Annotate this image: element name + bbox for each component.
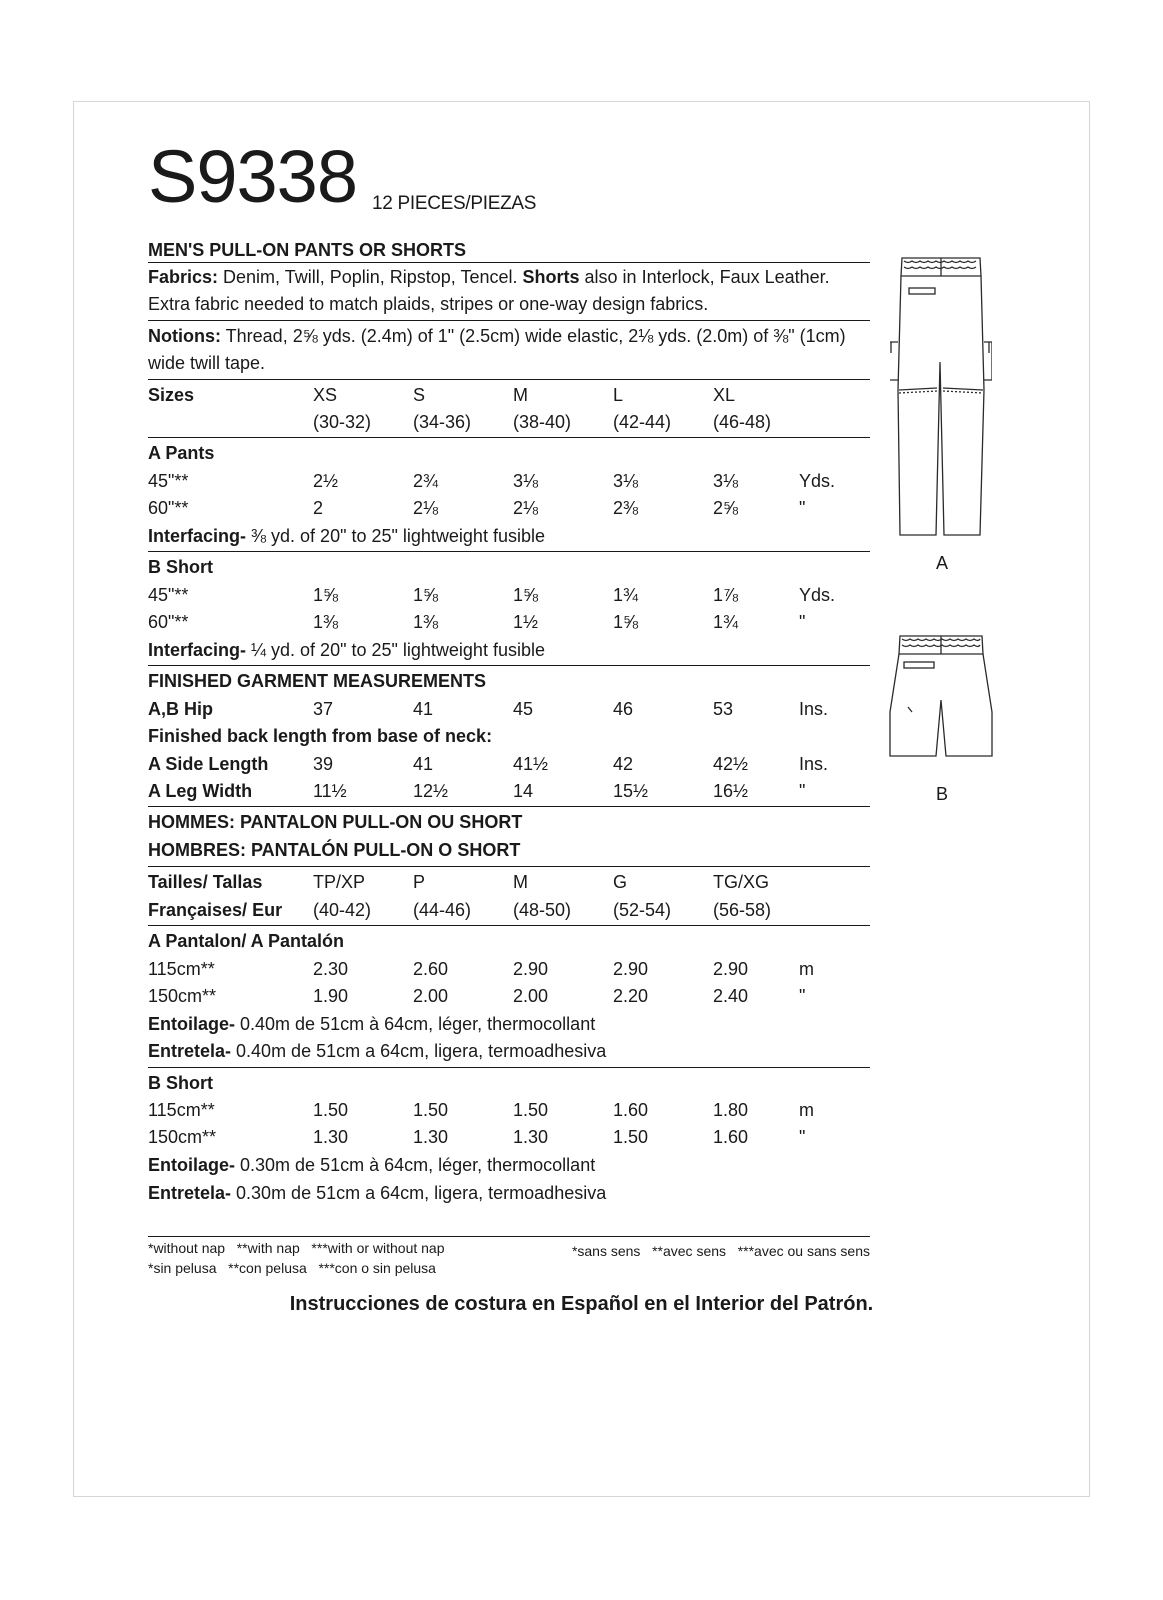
pants-interfacing: Interfacing- ⅜ yd. of 20" to 25" lightweight fusible <box>148 526 545 546</box>
footnote-english: *without nap **with nap ***with or without nap <box>148 1240 445 1256</box>
pantalon-row-150: 150cm** 1.90 2.00 2.00 2.20 2.40 " <box>148 986 806 1006</box>
short-interfacing: Interfacing- ¼ yd. of 20" to 25" lightweight fusible <box>148 640 545 660</box>
pants-row-60: 60"** 2 2⅛ 2⅛ 2⅜ 2⅝ " <box>148 498 806 518</box>
back-length-label: Finished back length from base of neck: <box>148 726 493 746</box>
shorts-illustration <box>888 632 994 760</box>
fabrics-text: Fabrics: Denim, Twill, Poplin, Ripstop, Tencel. Shorts also in Interlock, Faux Leather. Extra fabric needed to match plaids, stripes or one-way design fabrics. <box>148 267 830 314</box>
divider <box>148 379 870 380</box>
hip-row: A,B Hip 37 41 45 46 53 Ins. <box>148 699 829 719</box>
side-length-row: A Side Length 39 41 41½ 42 42½ Ins. <box>148 754 829 774</box>
envelope-back-content <box>148 0 870 1600</box>
divider <box>148 551 870 552</box>
spanish-title: HOMBRES: PANTALÓN PULL-ON O SHORT <box>148 840 521 860</box>
pattern-number: S9338 <box>148 135 357 218</box>
size-ranges-row <box>148 409 870 436</box>
pants-row-45: 45"** 2½ 2¾ 3⅛ 3⅛ 3⅛ Yds. <box>148 471 836 491</box>
pantalon-entretela: Entretela- 0.40m de 51cm a 64cm, ligera, termoadhesiva <box>148 1041 607 1061</box>
size-name: XS <box>313 385 338 405</box>
divider <box>148 437 870 438</box>
divider <box>148 262 870 263</box>
short-row-60: 60"** 1⅜ 1⅜ 1½ 1⅝ 1¾ " <box>148 612 806 632</box>
sizes-label: Sizes <box>148 385 195 405</box>
short-heading: B Short <box>148 557 213 577</box>
short-metric-heading: B Short <box>148 1073 213 1093</box>
illustration-label-b: B <box>936 784 949 804</box>
size-range: (38-40) <box>513 412 572 432</box>
illustration-label-a: A <box>936 553 949 573</box>
divider <box>148 320 870 321</box>
pantalon-entoilage: Entoilage- 0.40m de 51cm à 64cm, léger, thermocollant <box>148 1014 596 1034</box>
size-range: (30-32) <box>313 412 372 432</box>
size-name: M <box>513 385 528 405</box>
shorts-label: Shorts <box>522 267 580 287</box>
spanish-instructions-note: Instrucciones de costura en Español en el Interior del Patrón. <box>289 1293 874 1315</box>
pants-heading: A Pants <box>148 443 215 463</box>
pantalon-heading: A Pantalon/ A Pantalón <box>148 931 345 951</box>
notions-text: Notions: Thread, 2⅝ yds. (2.4m) of 1" (2.5cm) wide elastic, 2⅛ yds. (2.0m) of ⅜" (1cm) wide twill tape. <box>148 326 846 373</box>
short-row-45: 45"** 1⅝ 1⅝ 1⅝ 1¾ 1⅞ Yds. <box>148 585 836 605</box>
pants-illustration <box>890 250 992 540</box>
footnote-spanish: *sin pelusa **con pelusa ***con o sin pelusa <box>148 1260 436 1276</box>
short-metric-row-115: 115cm** 1.50 1.50 1.50 1.60 1.80 m <box>148 1100 814 1120</box>
short-metric-row-150: 150cm** 1.30 1.30 1.30 1.50 1.60 " <box>148 1127 806 1147</box>
leg-width-row: A Leg Width 11½ 12½ 14 15½ 16½ " <box>148 781 806 801</box>
size-range: (46-48) <box>713 412 772 432</box>
pieces-count: 12 PIECES/PIEZAS <box>372 193 537 214</box>
pattern-title: MEN'S PULL-ON PANTS OR SHORTS <box>148 240 466 260</box>
divider <box>148 866 870 867</box>
divider <box>148 806 870 807</box>
eu-sizes-row: Tailles/ Tallas TP/XP P M G TG/XG <box>148 872 770 892</box>
divider <box>148 1236 870 1237</box>
measurements-heading: FINISHED GARMENT MEASUREMENTS <box>148 671 487 691</box>
divider <box>148 665 870 666</box>
notions-label: Notions: <box>148 326 221 346</box>
french-title: HOMMES: PANTALON PULL-ON OU SHORT <box>148 812 523 832</box>
divider <box>148 925 870 926</box>
size-range: (34-36) <box>413 412 472 432</box>
size-range: (42-44) <box>613 412 672 432</box>
short-metric-entoilage: Entoilage- 0.30m de 51cm à 64cm, léger, thermocollant <box>148 1155 596 1175</box>
size-name: L <box>613 385 624 405</box>
footnote-french: *sans sens **avec sens ***avec ou sans sens <box>571 1243 870 1259</box>
divider <box>148 1067 870 1068</box>
fabrics-label: Fabrics: <box>148 267 219 287</box>
short-metric-entretela: Entretela- 0.30m de 51cm a 64cm, ligera, termoadhesiva <box>148 1183 607 1203</box>
pantalon-row-115: 115cm** 2.30 2.60 2.90 2.90 2.90 m <box>148 959 814 979</box>
sizes-row <box>148 382 870 409</box>
size-name: XL <box>713 385 736 405</box>
size-name: S <box>413 385 426 405</box>
eu-size-ranges-row: Françaises/ Eur (40-42) (44-46) (48-50) (52-54) (56-58) <box>148 900 772 920</box>
